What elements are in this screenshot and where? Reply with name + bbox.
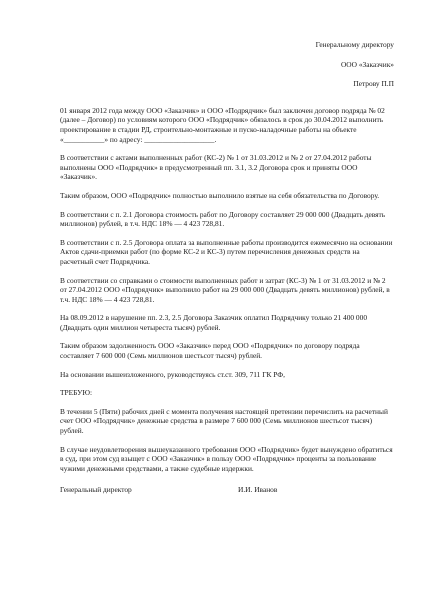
paragraph-ks3: В соответствии со справками о стоимости выполненных работ и затрат (КС-3) № 1 от 31.03.2012 и № 2 от 27.04.2012 ООО «Подрядчик» выполнило работ на 29 000 000 (Двадцать девять миллионов) рублей, в т.ч. НДС 18% — 4 423 728,81. — [60, 275, 390, 304]
paragraph-court-warning: В случае неудовлетворения вышеуказанного требования ООО «Подрядчик» будет вынуждено обратиться в суд, при этом суд взыщет с ООО «Заказчик» в пользу ООО «Подрядчик» проценты за пользование чужими денежными средствами, а также судебные издержки. — [60, 444, 393, 473]
recipient-org: ООО «Заказчик» — [340, 59, 394, 69]
signature-position: Генеральный директор — [60, 485, 132, 495]
paragraph-payment-terms: В соответствии с п. 2.5 Договора оплата за выполненные работы производится ежемесячно на основании Актов сдачи-приемки работ (по форме КС-2 и КС-3) путем перечисления денежных средств на расчетный счет Подрядчика. — [60, 237, 393, 266]
signature-block — [60, 485, 394, 495]
paragraph-debt: Таким образом задолженность ООО «Заказчик» перед ООО «Подрядчик» по договору подряда составляет 7 600 000 (Семь миллионов шестьсот тысяч) рублей. — [60, 341, 360, 361]
paragraph-fulfilled: Таким образом, ООО «Подрядчик» полностью выполнило взятые на себя обязательства по Договору. — [60, 190, 380, 200]
paragraph-partial-payment: На 08.09.2012 в нарушение пп. 2.3, 2.5 Договора Заказчик оплатил Подрядчику только 21 400 000 (Двадцать один миллион четыреста тысяч) рублей. — [60, 313, 368, 332]
paragraph-acts: В соответствии с актами выполненных работ (КС-2) № 1 от 31.03.2012 и № 2 от 27.04.2012 работы выполнены ООО «Подрядчик» в предусмотренный пп. 3.1, 3.2 Договора срок и приняты ООО «Заказчик». — [60, 153, 372, 182]
signature-name: И.И. Иванов — [238, 485, 278, 495]
paragraph-cost: В соответствии с п. 2.1 Договора стоимость работ по Договору составляет 29 000 000 (Двадцать девять миллионов) рублей, в т.ч. НДС 18% — 4 423 728,81. — [60, 209, 386, 229]
paragraph-legal-basis: На основании вышеизложенного, руководствуясь ст.ст. 309, 711 ГК РФ, — [60, 369, 285, 379]
recipient-name: Петрову П.П — [353, 79, 394, 89]
paragraph-contract: 01 января 2012 года между ООО «Заказчик» и ООО «Подрядчик» был заключен договор подряда № 02 (далее – Договор) по условиям которого ООО «Подрядчик» обязалось в срок до 30.04.2012 выполнить проектирование в стадии РД, строительно-монтажные и пуско-наладочные работы на объекте «___________» по адресу: ___________________. — [60, 105, 385, 144]
letter-body — [60, 106, 394, 474]
paragraph-demand-heading: ТРЕБУЮ: — [60, 388, 93, 398]
recipient-title: Генеральному директору — [315, 40, 394, 49]
paragraph-demand: В течении 5 (Пяти) рабочих дней с момента получения настоящей претензии перечислить на расчетный счет ООО «Подрядчик» денежные средства в размере 7 600 000 (Семь миллионов шестьсот тысяч) рублей. — [60, 406, 388, 436]
